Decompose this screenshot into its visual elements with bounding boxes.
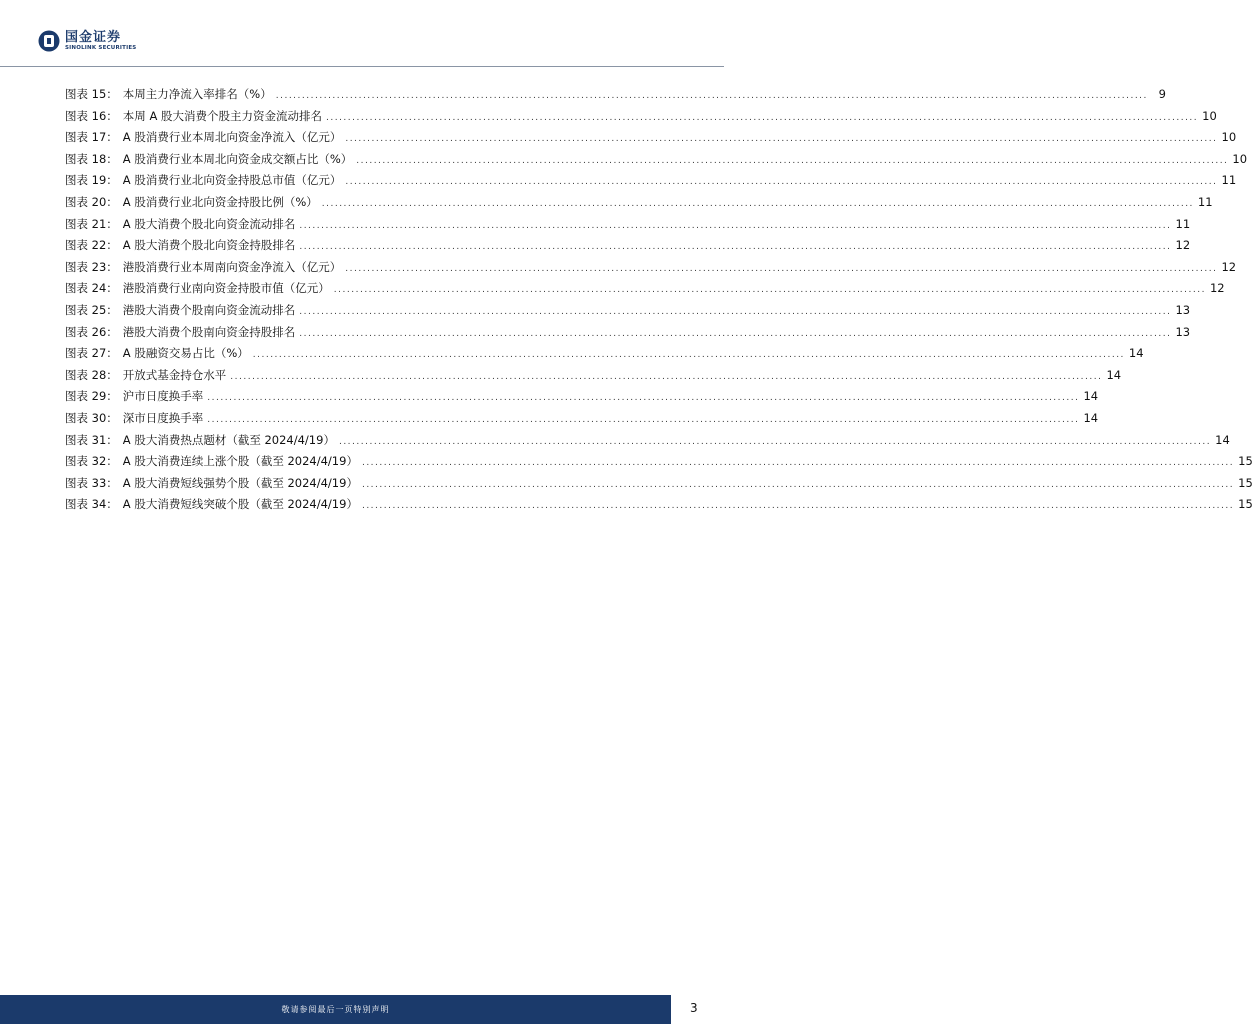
toc-figure-title: 深市日度换手率: [122, 410, 204, 425]
toc-figure-title: 本周 A 股大消费个股主力资金流动排名: [122, 108, 322, 123]
toc-entry[interactable]: [65, 194, 1213, 216]
toc-figure-label: 图表 21：: [65, 216, 118, 231]
toc-figure-label: 图表 15：: [65, 87, 118, 101]
header-divider: [0, 66, 724, 67]
toc-figure-title: A 股消费行业本周北向资金净流入（亿元）: [122, 130, 342, 145]
toc-entry[interactable]: [65, 367, 1122, 389]
toc-page-number: 14: [1083, 389, 1099, 404]
toc-figure-title: 港股大消费个股南向资金流动排名: [122, 302, 296, 317]
toc-leader-dots: ........................................................................................................................................................................................................: [333, 285, 1206, 296]
toc-figure-label: 图表 18：: [65, 151, 118, 166]
toc-leader-dots: ........................................................................................................................................................................................................: [299, 220, 1172, 231]
toc-page-number: 14: [1128, 346, 1144, 361]
toc-entry[interactable]: [65, 86, 1166, 108]
toc-page-number: 13: [1175, 324, 1191, 339]
toc-entry[interactable]: [65, 129, 1237, 151]
toc-entry[interactable]: [65, 237, 1191, 259]
toc-leader-dots: ........................................................................................................................................................................................................: [252, 350, 1125, 361]
toc-figure-title: A 股消费行业北向资金持股比例（%）: [122, 194, 318, 209]
toc-figure-label: 图表 31：: [65, 432, 118, 447]
toc-figure-title: A 股消费行业北向资金持股总市值（亿元）: [122, 173, 342, 188]
toc-leader-dots: ........................................................................................................................................................................................................: [230, 371, 1103, 382]
toc-page-number: 15: [1238, 497, 1253, 512]
toc-entry[interactable]: [65, 388, 1099, 410]
toc-figure-title: A 股大消费短线突破个股（截至 2024/4/19）: [122, 497, 358, 512]
toc-entry[interactable]: [65, 302, 1191, 324]
toc-leader-dots: ........................................................................................................................................................................................................: [299, 328, 1172, 339]
toc-entry[interactable]: [65, 410, 1099, 432]
toc-figure-title: A 股融资交易占比（%）: [122, 346, 249, 361]
page-footer: [0, 995, 671, 1024]
toc-leader-dots: ........................................................................................................................................................................................................: [345, 134, 1218, 145]
toc-leader-dots: ........................................................................................................................................................................................................: [207, 414, 1080, 425]
toc-page-number: 10: [1202, 108, 1217, 123]
page-number: 3: [690, 1001, 698, 1015]
toc-page-number: 15: [1238, 475, 1253, 490]
toc-figure-title: 沪市日度换手率: [122, 389, 204, 404]
toc-figure-label: 图表 22：: [65, 238, 118, 253]
toc-page-number: 14: [1106, 367, 1122, 382]
toc-figure-label: 图表 17：: [65, 130, 118, 145]
toc-figure-title: A 股大消费热点题材（截至 2024/4/19）: [122, 432, 335, 447]
toc-leader-dots: ........................................................................................................................................................................................................: [321, 198, 1194, 209]
toc-page-number: 14: [1083, 410, 1099, 425]
toc-entry[interactable]: [65, 172, 1237, 194]
toc-page-number: 11: [1197, 194, 1213, 209]
toc-figure-label: 图表 33：: [65, 475, 118, 490]
toc-leader-dots: ........................................................................................................................................................................................................: [207, 393, 1080, 404]
toc-entry[interactable]: [65, 496, 1253, 518]
toc-figure-title: 港股消费行业南向资金持股市值（亿元）: [122, 281, 330, 296]
toc-entry[interactable]: [65, 475, 1253, 497]
page-header: [0, 0, 724, 66]
toc-leader-dots: ........................................................................................................................................................................................................: [345, 263, 1218, 274]
toc-entry[interactable]: [65, 259, 1237, 281]
sinolink-logo: [38, 28, 136, 54]
toc-page-number: 12: [1175, 238, 1191, 253]
toc-leader-dots: ........................................................................................................................................................................................................: [361, 458, 1235, 469]
toc-figure-label: 图表 19：: [65, 173, 118, 188]
toc-leader-dots: ........................................................................................................................................................................................................: [299, 242, 1172, 253]
toc-figure-title: A 股大消费短线强势个股（截至 2024/4/19）: [122, 475, 358, 490]
toc-leader-dots: ........................................................................................................................................................................................................: [325, 112, 1199, 123]
toc-entry[interactable]: [65, 453, 1253, 475]
toc-leader-dots: ........................................................................................................................................................................................................: [275, 91, 1148, 101]
toc-page-number: 9: [1158, 87, 1166, 101]
toc-page-number: 15: [1238, 454, 1253, 469]
toc-entry[interactable]: [65, 108, 1217, 130]
toc-leader-dots: ........................................................................................................................................................................................................: [345, 177, 1218, 188]
toc-figure-label: 图表 20：: [65, 194, 118, 209]
toc-figure-label: 图表 28：: [65, 367, 118, 382]
toc-page-number: 12: [1221, 259, 1237, 274]
figure-index-list: [65, 86, 1253, 518]
toc-figure-label: 图表 30：: [65, 410, 118, 425]
toc-page-number: 10: [1221, 130, 1237, 145]
toc-entry[interactable]: [65, 345, 1144, 367]
toc-page-number: 11: [1175, 216, 1191, 231]
toc-figure-title: A 股大消费连续上涨个股（截至 2024/4/19）: [122, 454, 358, 469]
toc-page-number: 13: [1175, 302, 1191, 317]
toc-figure-label: 图表 24：: [65, 281, 118, 296]
toc-page-number: 10: [1232, 151, 1248, 166]
toc-figure-title: A 股大消费个股北向资金流动排名: [122, 216, 296, 231]
toc-figure-title: 开放式基金持仓水平: [122, 367, 227, 382]
toc-entry[interactable]: [65, 151, 1248, 173]
toc-figure-label: 图表 23：: [65, 259, 118, 274]
toc-entry[interactable]: [65, 280, 1225, 302]
logo-wordmark: [65, 31, 136, 52]
brand-name-cn: 国金证券: [65, 29, 122, 45]
toc-page-number: 12: [1209, 281, 1225, 296]
toc-figure-label: 图表 32：: [65, 454, 118, 469]
toc-figure-title: A 股消费行业本周北向资金成交额占比（%）: [122, 151, 353, 166]
toc-page-number: 11: [1221, 173, 1237, 188]
disclaimer-notice: 敬请参阅最后一页特别声明: [281, 1005, 390, 1014]
brand-name-en: SINOLINK SECURITIES: [65, 44, 137, 51]
toc-page-number: 14: [1215, 432, 1230, 447]
toc-figure-label: 图表 25：: [65, 302, 118, 317]
toc-figure-title: A 股大消费个股北向资金持股排名: [122, 238, 296, 253]
toc-figure-label: 图表 16：: [65, 108, 118, 123]
toc-figure-label: 图表 29：: [65, 389, 118, 404]
toc-leader-dots: ........................................................................................................................................................................................................: [361, 501, 1235, 512]
toc-leader-dots: ........................................................................................................................................................................................................: [356, 155, 1229, 166]
toc-entry[interactable]: [65, 216, 1191, 238]
toc-figure-label: 图表 27：: [65, 346, 118, 361]
toc-entry[interactable]: [65, 432, 1230, 454]
toc-figure-label: 图表 26：: [65, 324, 118, 339]
toc-figure-title: 港股大消费个股南向资金持股排名: [122, 324, 296, 339]
toc-figure-label: 图表 34：: [65, 497, 118, 512]
toc-figure-title: 港股消费行业本周南向资金净流入（亿元）: [122, 259, 342, 274]
toc-entry[interactable]: [65, 324, 1191, 346]
toc-leader-dots: ........................................................................................................................................................................................................: [299, 306, 1172, 317]
toc-leader-dots: ........................................................................................................................................................................................................: [361, 479, 1235, 490]
toc-figure-title: 本周主力净流入率排名（%）: [122, 87, 272, 101]
toc-leader-dots: ........................................................................................................................................................................................................: [338, 436, 1212, 447]
sinolink-logo-icon: [38, 30, 60, 52]
